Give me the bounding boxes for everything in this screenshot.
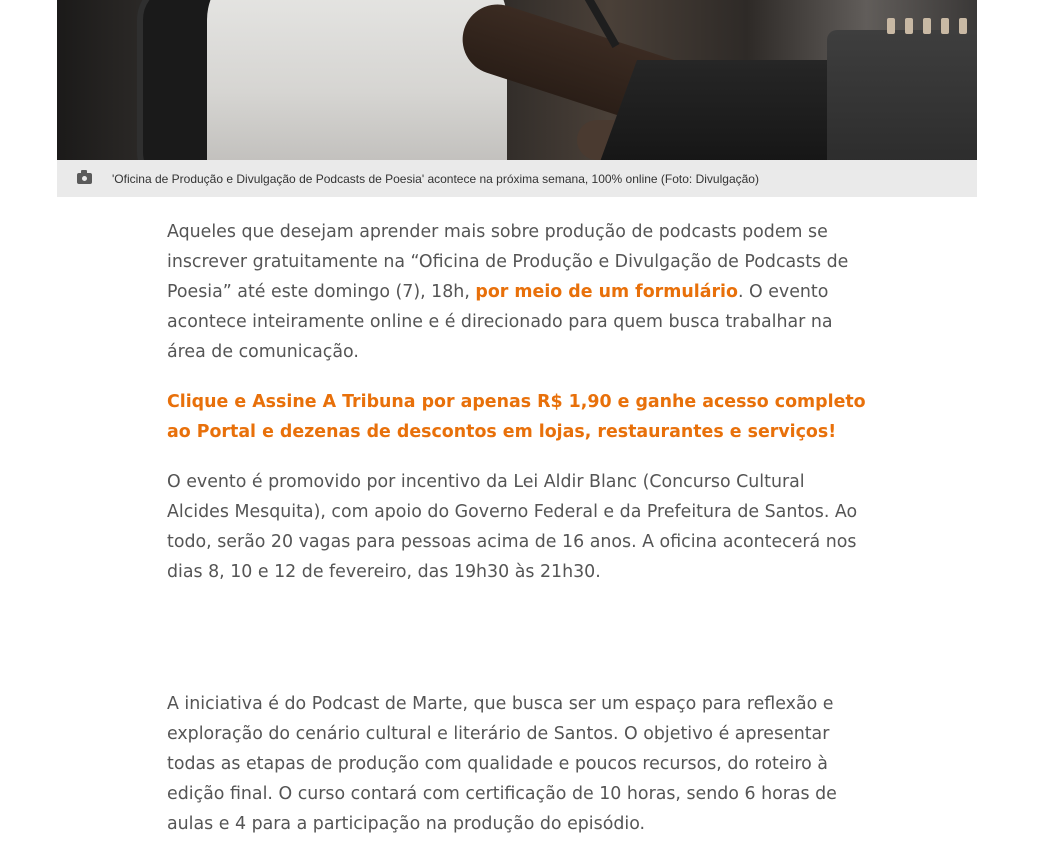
photo-monitor-shape <box>827 30 977 160</box>
paragraph-1-text-before: Aqueles que desejam aprender mais sobre produção de podcasts podem se inscrever gratuitamente na “Oficina de Produção e Divulgação de Podcasts de Poesia” até este domingo (7), 18h, <box>167 222 849 302</box>
article-photo <box>57 0 977 160</box>
article-paragraph-1 <box>167 217 872 367</box>
photo-person-shape <box>207 0 507 160</box>
article-paragraph-4: A iniciativa é do Podcast de Marte, que busca ser um espaço para reflexão e exploração do cenário cultural e literário de Santos. O objetivo é apresentar todas as etapas de produção com qualidade e poucos recursos, do roteiro à edição final. O curso contará com certificação de 10 horas, sendo 6 horas de aulas e 4 para a participação na produção do episódio. <box>167 694 837 834</box>
paragraph-1-text-after: . O evento acontece inteiramente online e é direcionado para quem busca trabalhar na área de comunicação. <box>167 282 833 362</box>
subscribe-promo-link[interactable]: Clique e Assine A Tribuna por apenas R$ 1,90 e ganhe acesso completo ao Portal e dezenas de descontos em lojas, restaurantes e serviços! <box>167 392 866 442</box>
photo-caption <box>57 160 977 197</box>
subscribe-promo-paragraph <box>167 387 872 447</box>
article-paragraph-3: O evento é promovido por incentivo da Lei Aldir Blanc (Concurso Cultural Alcides Mesquita), com apoio do Governo Federal e da Prefeitura de Santos. Ao todo, serão 20 vagas para pessoas acima de 16 anos. A oficina acontecerá nos dias 8, 10 e 12 de fevereiro, das 19h30 às 21h30. <box>167 472 858 582</box>
article-body <box>167 217 872 839</box>
photo-caption-text: 'Oficina de Produção e Divulgação de Podcasts de Poesia' acontece na próxima semana, 100% online (Foto: Divulgação) <box>112 171 759 186</box>
photo-knobs-shape <box>887 18 977 34</box>
camera-icon <box>77 173 92 184</box>
registration-form-link[interactable]: por meio de um formulário <box>475 282 738 302</box>
